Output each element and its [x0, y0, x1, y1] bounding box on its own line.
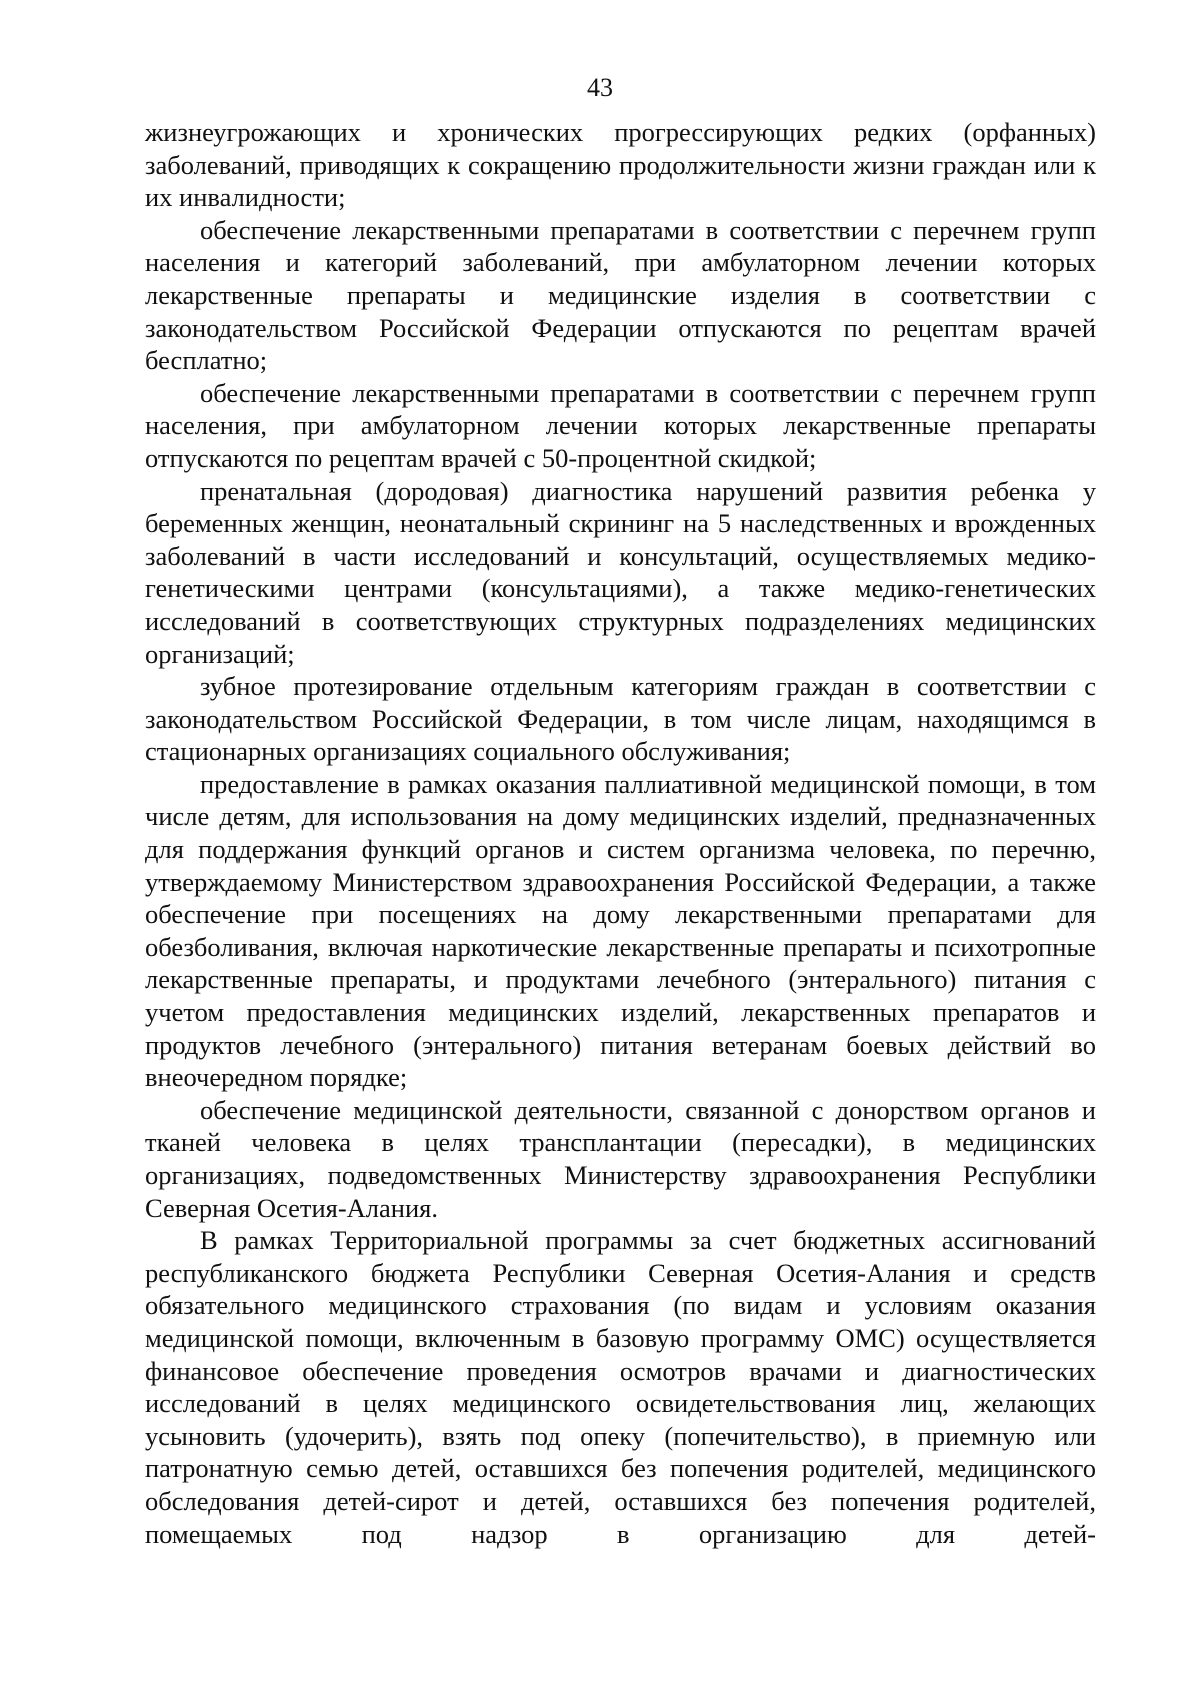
- paragraph-palliative-care: предоставление в рамках оказания паллиативной медицинской помощи, в том числе детям, для использования на дому медицинских изделий, предназначенных для поддержания функций органов и систем организма человека, по перечню, утверждаемому Министерством здравоохранения Российской Федерации, а также обеспечение при посещениях на дому лекарственными препаратами для обезболивания, включая наркотические лекарственные препараты и психотропные лекарственные препараты, и продуктами лечебного (энтерального) питания с учетом предоставления медицинских изделий, лекарственных препаратов и продуктов лечебного (энтерального) питания ветеранам боевых действий во внеочередном порядке;: [145, 768, 1096, 1093]
- page-number: 43: [587, 73, 613, 102]
- paragraph-organ-donation: обеспечение медицинской деятельности, связанной с донорством органов и тканей человека в целях трансплантации (пересадки), в медицинских организациях, подведомственных Министерству здравоохранения Республики Северная Осетия-Алания.: [145, 1094, 1096, 1223]
- paragraph-free-prescription-drugs: обеспечение лекарственными препаратами в соответствии с перечнем групп населения и категорий заболеваний, при амбулаторном лечении которых лекарственные препараты и медицинские изделия в соответствии с законодательством Российской Федерации отпускаются по рецептам врачей бесплатно;: [145, 214, 1096, 376]
- paragraph-prenatal-diagnostics: пренатальная (дородовая) диагностика нарушений развития ребенка у беременных женщин, неонатальный скрининг на 5 наследственных и врожденных заболеваний в части исследований и консультаций, осуществляемых медико-генетическими центрами (консультациями), а также медико-генетических исследований в соответствующих структурных подразделениях медицинских организаций;: [145, 475, 1096, 669]
- paragraph-orphan-diseases-continuation: жизнеугрожающих и хронических прогрессирующих редких (орфанных) заболеваний, приводящих к сокращению продолжительности жизни граждан или к их инвалидности;: [145, 117, 1096, 213]
- paragraph-territorial-program-funding: В рамках Территориальной программы за счет бюджетных ассигнований республиканского бюджета Республики Северная Осетия-Алания и средств обязательного медицинского страхования (по видам и условиям оказания медицинской помощи, включенным в базовую программу ОМС) осуществляется финансовое обеспечение проведения осмотров врачами и диагностических исследований в целях медицинского освидетельствования лиц, желающих усыновить (удочерить), взять под опеку (попечительство), в приемную или патронатную семью детей, оставшихся без попечения родителей, медицинского обследования детей-сирот и детей, оставшихся без попечения родителей, помещаемых под надзор в организацию для детей-: [145, 1225, 1096, 1549]
- document-body: [145, 116, 1096, 1550]
- paragraph-dental-prosthetics: зубное протезирование отдельным категориям граждан в соответствии с законодательством Российской Федерации, в том числе лицам, находящимся в стационарных организациях социального обслуживания;: [145, 671, 1096, 767]
- paragraph-discount-prescription-drugs: обеспечение лекарственными препаратами в соответствии с перечнем групп населения, при амбулаторном лечении которых лекарственные препараты отпускаются по рецептам врачей с 50-процентной скидкой;: [145, 377, 1096, 473]
